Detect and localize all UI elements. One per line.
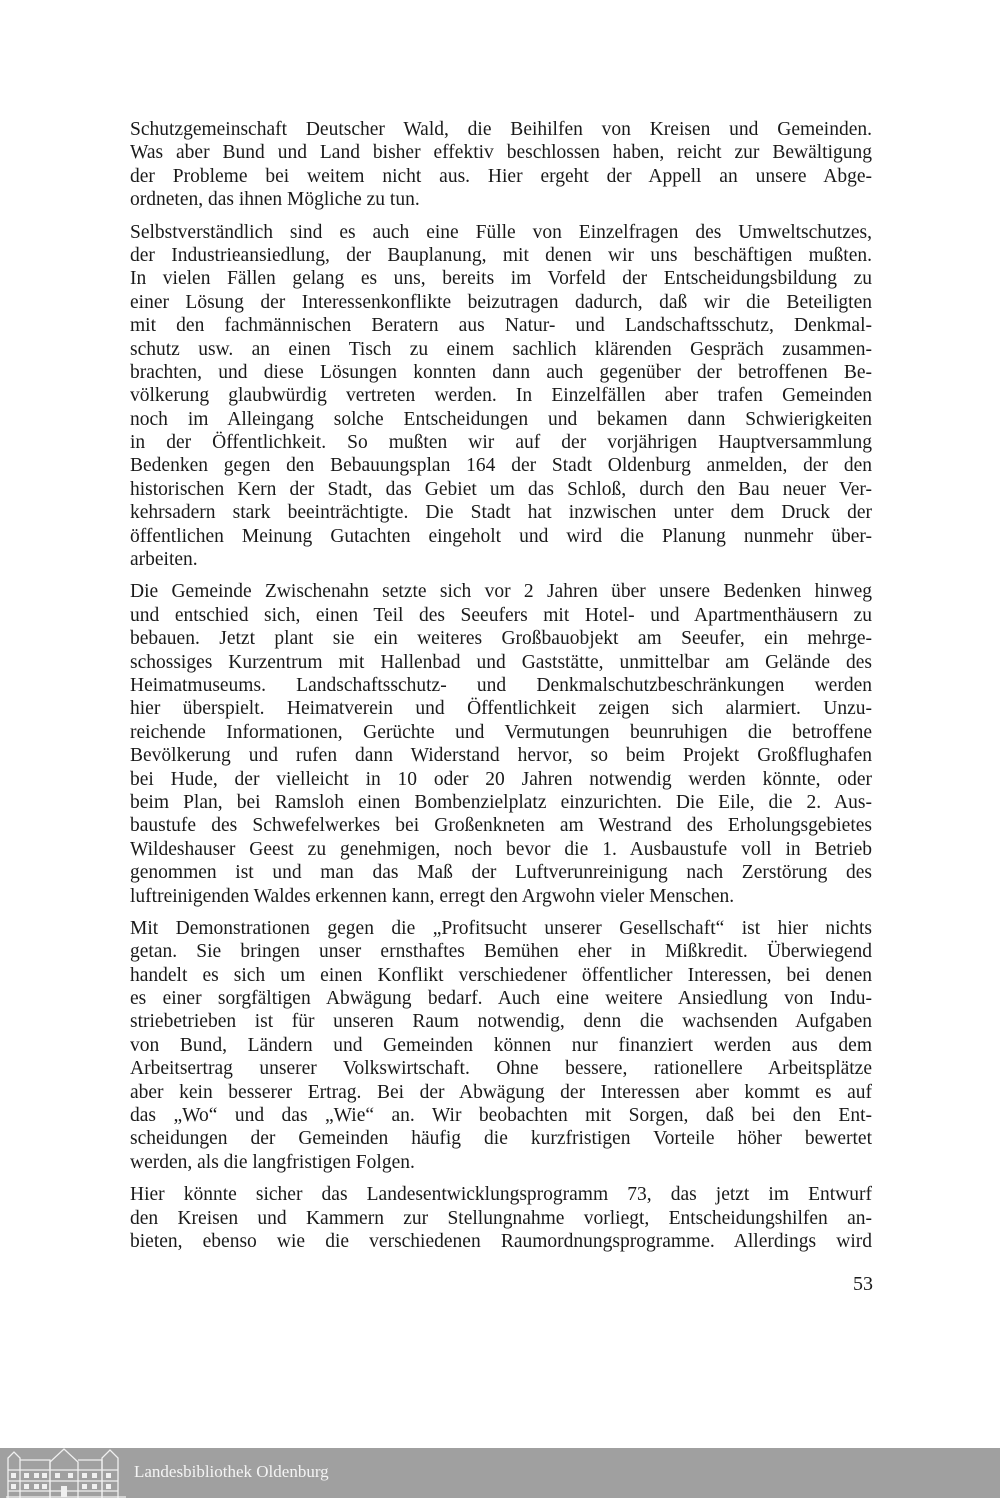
text-line: scheidungen der Gemeinden häufig die kurzfristigen Vorteile höher bewertet [130,1128,872,1150]
paragraph [130,580,872,907]
text-line: beim Plan, bei Ramsloh einen Bombenzielplatz einzurichten. Die Eile, die 2. Aus- [130,791,872,813]
text-line: Die Gemeinde Zwischenahn setzte sich vor 2 Jahren über unsere Bedenken hinweg [130,581,872,603]
text-line: öffentlichen Meinung Gutachten eingeholt und wird die Planung nunmehr über- [130,525,872,547]
paragraph [130,1183,872,1253]
text-line: schossiges Kurzentrum mit Hallenbad und Gaststätte, unmittelbar am Gelände des [130,651,872,673]
paragraph [130,917,872,1174]
text-line: Wildeshauser Geest zu genehmigen, noch bevor die 1. Ausbaustufe voll in Betrieb [130,838,872,860]
library-building-icon [6,1448,126,1498]
text-line: Mit Demonstrationen gegen die „Profitsucht unserer Gesellschaft“ ist hier nichts [130,917,872,939]
text-line: baustufe des Schwefelwerkes bei Großenkneten am Westrand des Erholungsgebietes [130,815,872,837]
text-line: Was aber Bund und Land bisher effektiv beschlossen haben, reicht zur Bewältigung [130,142,872,164]
text-line: das „Wo“ und das „Wie“ an. Wir beobachten mit Sorgen, daß bei den Ent- [130,1105,872,1127]
text-line: bebauen. Jetzt plant sie ein weiteres Großbauobjekt am Seeufer, ein mehrge- [130,628,872,650]
text-line: schutz usw. an einen Tisch zu einem sachlich klärenden Gespräch zusammen- [130,338,872,360]
text-line: von Bund, Ländern und Gemeinden können nur finanziert werden aus dem [130,1034,872,1056]
text-line: luftreinigenden Waldes erkennen kann, erregt den Argwohn vieler Menschen. [130,885,735,907]
text-line: handelt es sich um einen Konflikt verschiedener öffentlicher Interessen, bei denen [130,964,872,986]
text-line: striebetrieben ist für unseren Raum notwendig, denn die wachsenden Aufgaben [130,1011,872,1033]
footer-bar [0,1448,1000,1498]
text-line: es einer sorgfältigen Abwägung bedarf. Auch eine weitere Ansiedlung von Indu- [130,988,872,1010]
text-line: Heimatmuseums. Landschaftsschutz- und Denkmalschutzbeschränkungen werden [130,674,872,696]
text-line: Hier könnte sicher das Landesentwicklungsprogramm 73, das jetzt im Entwurf [130,1184,872,1206]
text-line: Bevölkerung und rufen dann Widerstand hervor, so beim Projekt Großflughafen [130,745,872,767]
text-line: reichende Informationen, Gerüchte und Vermutungen beunruhigen die betroffene [130,721,872,743]
text-line: genommen ist und man das Maß der Luftverunreinigung nach Zerstörung des [130,862,872,884]
text-line: Arbeitsertrag unserer Volkswirtschaft. Ohne bessere, rationellere Arbeitsplätze [130,1058,872,1080]
text-line: Schutzgemeinschaft Deutscher Wald, die Beihilfen von Kreisen und Gemeinden. [130,119,872,140]
text-line: In vielen Fällen gelang es uns, bereits im Vorfeld der Entscheidungsbildung zu [130,268,872,290]
text-line: völkerung glaubwürdig vertreten werden. In Einzelfällen aber trafen Gemeinden [130,385,872,407]
page-number: 53 [853,1273,873,1295]
text-line: bei Hude, der vielleicht in 10 oder 20 Jahren notwendig werden könnte, oder [130,768,872,790]
text-line: in der Öffentlichkeit. So mußten wir auf der vorjährigen Hauptversammlung [130,432,872,454]
library-name: Landesbibliothek Oldenburg [134,1462,329,1481]
text-line: brachten, und diese Lösungen konnten dann auch gegenüber der betroffenen Be- [130,361,872,383]
text-line: ordneten, das ihnen Mögliche zu tun. [130,189,420,211]
text-line: getan. Sie bringen unser ernsthaftes Bemühen eher in Mißkredit. Überwiegend [130,941,872,963]
text-line: mit den fachmännischen Beratern aus Natur- und Landschaftsschutz, Denkmal- [130,315,872,337]
text-line: werden, als die langfristigen Folgen. [130,1151,415,1173]
paragraph [130,221,872,572]
text-line: Bedenken gegen den Bebauungsplan 164 der Stadt Oldenburg anmelden, der den [130,455,872,477]
paragraph [130,118,872,212]
text-line: historischen Kern der Stadt, das Gebiet um das Schloß, durch den Bau neuer Ver- [130,478,872,500]
text-line: aber kein besserer Ertrag. Bei der Abwägung der Interessen aber kommt es auf [130,1081,872,1103]
text-line: bieten, ebenso wie die verschiedenen Raumordnungsprogramme. Allerdings wird [130,1230,872,1252]
text-line: hier überspielt. Heimatverein und Öffentlichkeit zeigen sich alarmiert. Unzu- [130,698,872,720]
text-line: Selbstverständlich sind es auch eine Fülle von Einzelfragen des Umweltschutzes, [130,221,872,243]
text-line: den Kreisen und Kammern zur Stellungnahme vorliegt, Entscheidungshilfen an- [130,1207,872,1229]
text-line: der Industrieansiedlung, der Bauplanung, mit denen wir uns beschäftigen mußten. [130,244,872,266]
text-line: und entschied sich, einen Teil des Seeufers mit Hotel- und Apartmenthäusern zu [130,604,872,626]
text-line: kehrsadern stark beeinträchtigte. Die Stadt hat inzwischen unter dem Druck der [130,502,872,524]
text-line: noch im Alleingang solche Entscheidungen und bekamen dann Schwierigkeiten [130,408,872,430]
page-body [130,118,872,1262]
text-line: der Probleme bei weitem nicht aus. Hier ergeht der Appell an unsere Abge- [130,165,872,187]
text-line: arbeiten. [130,549,198,571]
text-line: einer Lösung der Interessenkonflikte beizutragen dadurch, daß wir die Beteiligten [130,291,872,313]
